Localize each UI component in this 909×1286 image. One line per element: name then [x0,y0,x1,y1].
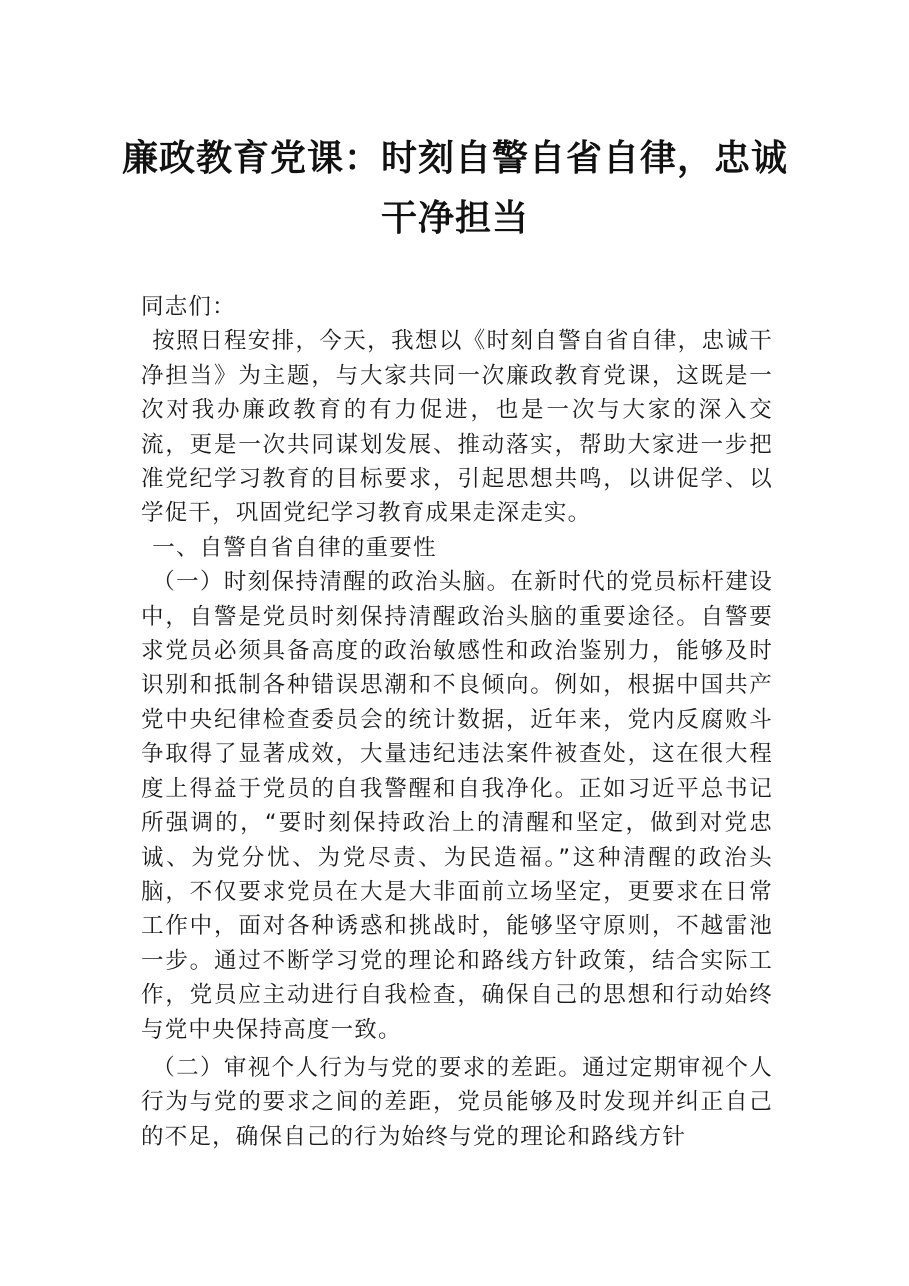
document-body [141,290,773,1154]
intro-paragraph: 按照日程安排，今天，我想以《时刻自警自省自律，忠诚干净担当》为主题，与大家共同一次廉政教育党课，这既是一次对我办廉政教育的有力促进，也是一次与大家的深入交流，更是一次共同谋划发展、推动落实，帮助大家进一步把准党纪学习教育的目标要求，引起思想共鸣，以讲促学、以学促干，巩固党纪学习教育成果走深走实。 [141,328,773,527]
title-line-2: 干净担当 [380,197,529,239]
paragraph-2: （二）审视个人行为与党的要求的差距。通过定期审视个人行为与党的要求之间的差距，党员能够及时发现并纠正自己的不足，确保自己的行为始终与党的理论和路线方针 [141,1054,773,1150]
paragraph-1: （一）时刻保持清醒的政治头脑。在新时代的党员标杆建设中，自警是党员时刻保持清醒政治头脑的重要途径。自警要求党员必须具备高度的政治敏感性和政治鉴别力，能够及时识别和抵制各种错误思潮和不良倾向。例如，根据中国共产党中央纪律检查委员会的统计数据，近年来，党内反腐败斗争取得了显著成效，大量违纪违法案件被查处，这在很大程度上得益于党员的自我警醒和自我净化。正如习近平总书记所强调的，“要时刻保持政治上的清醒和坚定，做到对党忠诚、为党分忧、为党尽责、为民造福。”这种清醒的政治头脑，不仅要求党员在大是大非面前立场坚定，更要求在日常工作中，面对各种诱惑和挑战时，能够坚守原则，不越雷池一步。通过不断学习党的理论和路线方针政策，结合实际工作，党员应主动进行自我检查，确保自己的思想和行动始终与党中央保持高度一致。 [141,569,773,1043]
section-heading-1: 一、自警自省自律的重要性 [152,534,437,561]
document-title [120,128,790,248]
salutation: 同志们： [141,294,236,320]
title-line-1: 廉政教育党课：时刻自警自省自律，忠诚 [121,137,788,179]
